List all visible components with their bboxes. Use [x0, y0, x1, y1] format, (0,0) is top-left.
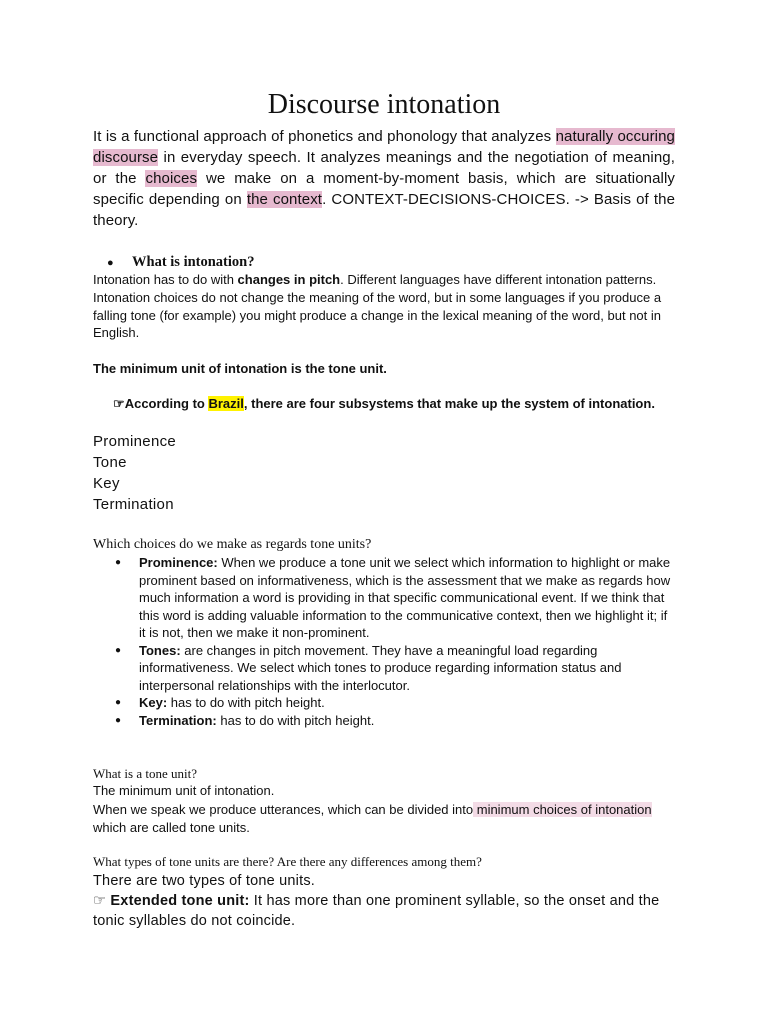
choices-list	[93, 554, 675, 729]
tone-unit-definition: The minimum unit of intonation.	[93, 783, 275, 798]
subsystem-prominence: Prominence	[93, 433, 177, 450]
two-types-statement: There are two types of tone units.	[93, 873, 315, 889]
highlight-the-context: the context	[246, 191, 323, 208]
bullet-icon: ●	[107, 257, 114, 269]
list-item: ● Termination: has to do with pitch height.	[115, 712, 375, 728]
intro-paragraph: It is a functional approach of phonetics and phonology that analyzes naturally occuring discourse in everyday speech. It analyzes meanings and the negotiation of meaning, or the choices we make on a moment-by-moment basis, which are situationally specific depending on the context. CONTEXT-DECISIONS-CHOICES. -> Basis of the theory.	[93, 128, 676, 229]
question-what-is-tone-unit: What is a tone unit?	[93, 766, 197, 781]
subsystem-tone: Tone	[93, 454, 127, 471]
subsystems-list	[93, 431, 176, 515]
highlight-choices: choices	[145, 170, 198, 187]
bullet-icon: ●	[115, 557, 122, 568]
question-choices-tone-units: Which choices do we make as regards tone units?	[93, 537, 372, 552]
min-unit-statement: The minimum unit of intonation is the tone unit.	[93, 361, 387, 376]
highlight-naturally-occuring: naturally occuring discourse	[93, 128, 675, 166]
subsystem-termination: Termination	[93, 496, 174, 513]
extended-tone-unit-paragraph: ☞ Extended tone unit: It has more than one prominent syllable, so the onset and the tonic syllables do not coincide.	[93, 893, 660, 929]
bullet-icon: ●	[115, 697, 122, 708]
highlight-minimum-choices: minimum choices of intonation	[473, 802, 652, 817]
list-item: ● Tones: are changes in pitch movement. They have a meaningful load regarding informativeness. We select which tones to produce regarding information status and interpersonal relationships with the interlocutor.	[115, 642, 622, 693]
question-types-of-tone-units: What types of tone units are there? Are there any differences among them?	[93, 854, 482, 869]
list-item: ● Key: has to do with pitch height.	[115, 695, 325, 710]
pointing-hand-icon: ☞	[93, 893, 107, 909]
tone-unit-explanation: When we speak we produce utterances, which can be divided into minimum choices of intonation which are called tone units.	[93, 802, 652, 835]
intonation-paragraph: Intonation has to do with changes in pitch. Different languages have different intonation patterns. Intonation choices do not change the meaning of the word, but in some languages if you produce a falling tone (for example) you might produce a change in the lexical meaning of the word, but not in English.	[93, 272, 662, 341]
subsystem-key: Key	[93, 475, 120, 492]
heading-what-is-intonation: ● What is intonation?	[107, 254, 255, 270]
bullet-icon: ●	[115, 644, 122, 656]
brazil-statement: ☞According to Brazil, there are four subsystems that make up the system of intonation.	[113, 396, 655, 411]
bullet-icon: ●	[115, 714, 122, 726]
highlight-brazil: Brazil	[208, 396, 244, 411]
page-title: Discourse intonation	[267, 89, 501, 120]
list-item: ● Prominence: When we produce a tone unit we select which information to highlight or make prominent based on informativeness, which is the assessment that we make as regards how much information a word is providing in that specific communicational event. If we think that this word is adding valuable information to the communicative context, then we highlight it; if it is not, then we make it non-prominent.	[115, 555, 671, 640]
